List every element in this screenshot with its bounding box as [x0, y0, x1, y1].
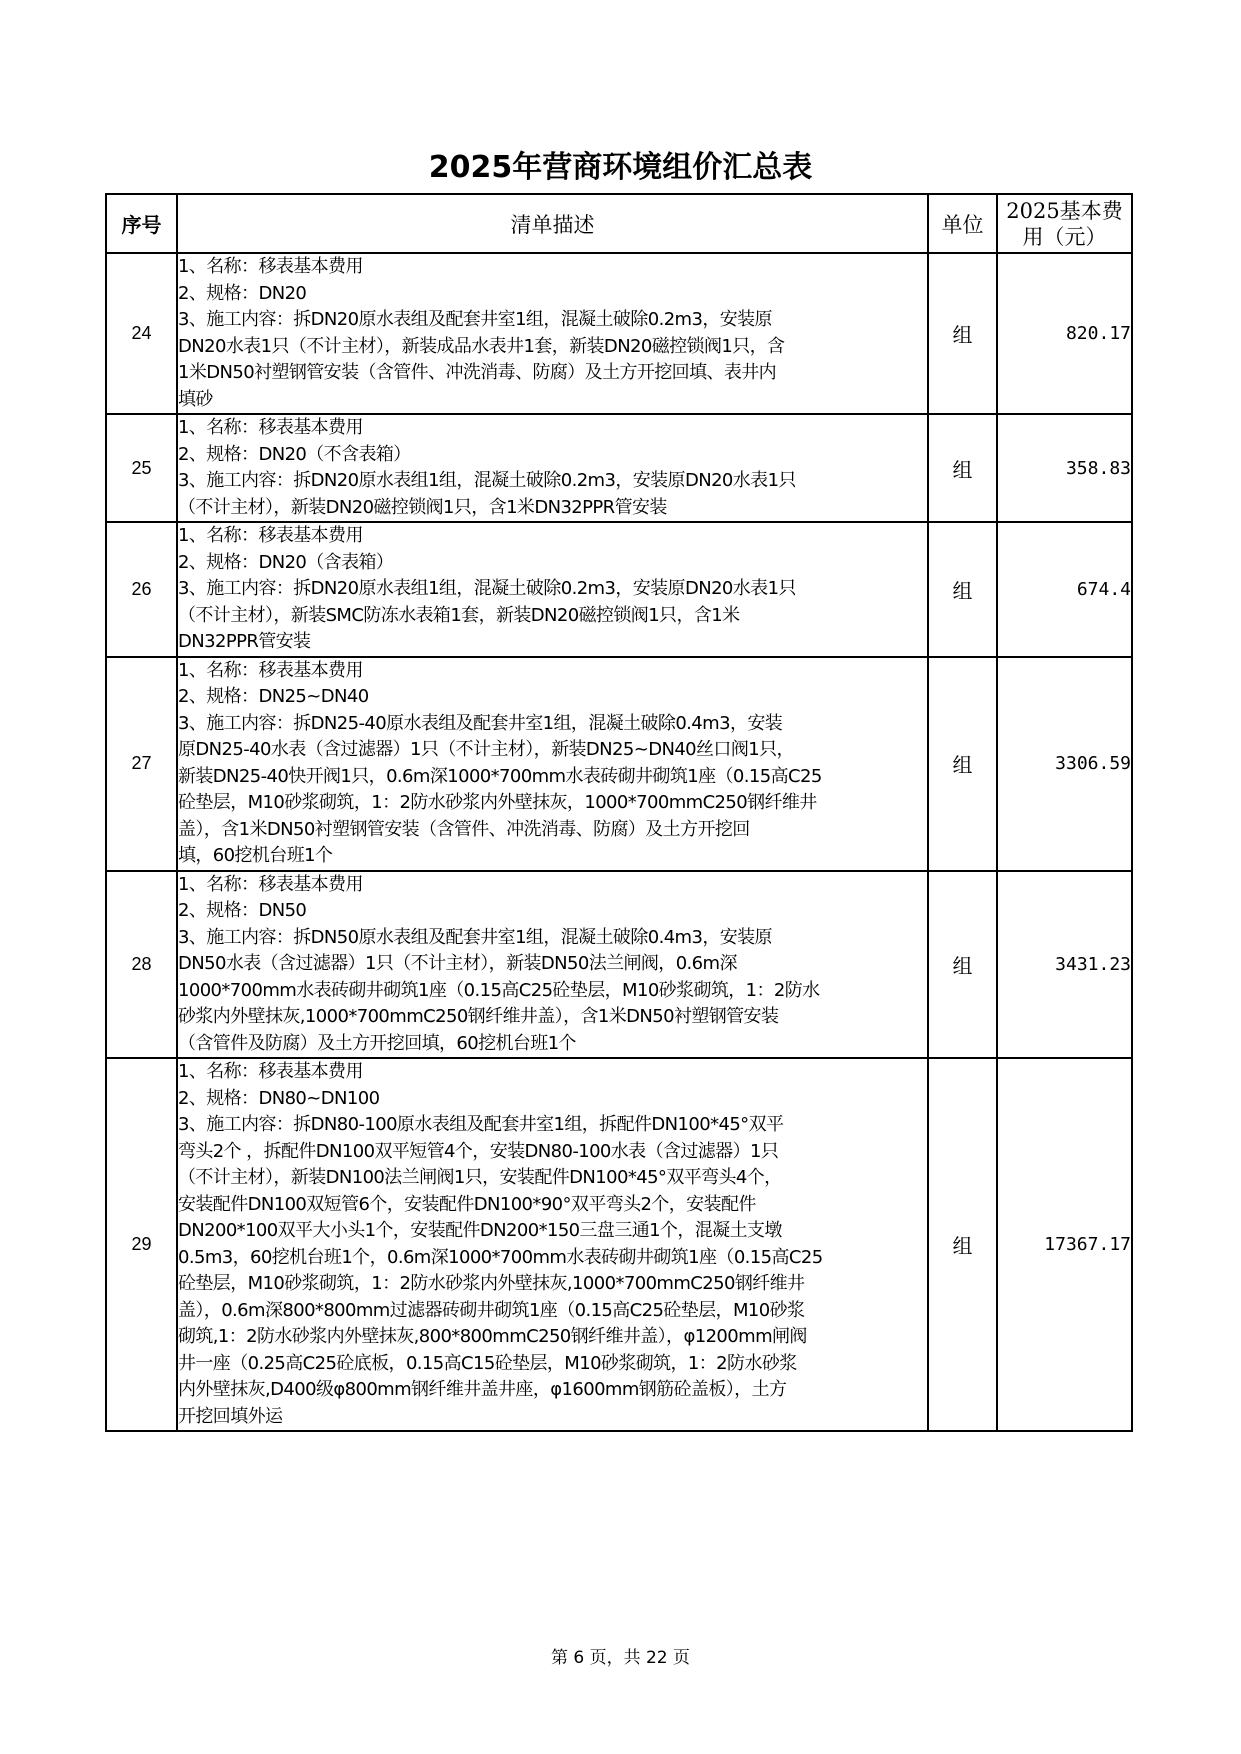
- description-line: 3、施工内容：拆DN20原水表组1组，混凝土破除0.2m3，安装原DN20水表1只: [178, 470, 796, 491]
- row-cost: 820.17: [997, 253, 1132, 414]
- row-description: [177, 871, 928, 1059]
- description-line: 3、施工内容：拆DN80-100原水表组及配套井室1组，拆配件DN100*45°双平: [178, 1114, 784, 1135]
- row-number: 26: [106, 522, 177, 657]
- row-unit: 组: [928, 657, 997, 871]
- page-title: 2025年营商环境组价汇总表: [428, 150, 813, 185]
- description-line: （不计主材），新装DN20磁控锁阀1只，含1米DN32PPR管安装: [178, 496, 667, 518]
- description-line: 3、施工内容：拆DN20原水表组及配套井室1组，混凝土破除0.2m3，安装原: [178, 309, 772, 330]
- description-line: 填砂: [178, 388, 213, 410]
- description-line: 1、名称：移表基本费用: [178, 525, 363, 546]
- description-line: DN20水表1只（不计主材），新装成品水表井1套，新装DN20磁控锁阀1只，含: [178, 335, 785, 357]
- description-line: DN32PPR管安装: [178, 631, 311, 652]
- description-line: 3、施工内容：拆DN25-40原水表组及配套井室1组，混凝土破除0.4m3，安装: [178, 712, 783, 734]
- description-line: 1、名称：移表基本费用: [178, 1061, 363, 1082]
- description-line: 1、名称：移表基本费用: [178, 256, 363, 277]
- table-row: [106, 1058, 1132, 1431]
- row-number: 29: [106, 1058, 177, 1431]
- description-line: 2、规格：DN20: [178, 282, 307, 304]
- description-line: 原DN25-40水表（含过滤器）1只（不计主材），新装DN25~DN40丝口阀1只，: [178, 739, 794, 760]
- header-cost-line1: 2025基本费: [1006, 198, 1123, 223]
- table-row: [106, 522, 1132, 657]
- description-line: 填，60挖机台班1个: [178, 845, 333, 866]
- description-line: 1000*700mm水表砖砌井砌筑1座（0.15高C25砼垫层，M10砂浆砌筑，1：2防水: [178, 979, 820, 1001]
- row-cost: 674.4: [997, 522, 1132, 657]
- table-row: [106, 871, 1132, 1059]
- description-line: 砂浆内外壁抹灰,1000*700mmC250钢纤维井盖），含1米DN50衬塑钢管安装: [178, 1006, 779, 1027]
- row-unit: 组: [928, 1058, 997, 1431]
- summary-table: [105, 193, 1133, 1432]
- description-line: 砼垫层，M10砂浆砌筑，1：2防水砂浆内外壁抹灰,1000*700mmC250钢纤维井: [178, 1273, 805, 1294]
- row-unit: 组: [928, 522, 997, 657]
- row-cost: 3306.59: [997, 657, 1132, 871]
- row-unit: 组: [928, 871, 997, 1059]
- description-line: 2、规格：DN50: [178, 900, 307, 921]
- row-unit: 组: [928, 253, 997, 414]
- row-number: 24: [106, 253, 177, 414]
- description-line: 0.5m3，60挖机台班1个，0.6m深1000*700mm水表砖砌井砌筑1座（0.15高C25: [178, 1246, 823, 1268]
- description-line: 2、规格：DN20（含表箱）: [178, 551, 394, 573]
- description-line: 3、施工内容：拆DN20原水表组1组，混凝土破除0.2m3，安装原DN20水表1只: [178, 578, 796, 599]
- table-row: [106, 657, 1132, 871]
- description-line: 2、规格：DN20（不含表箱）: [178, 443, 411, 465]
- description-line: （不计主材），新装SMC防冻水表箱1套，新装DN20磁控锁阀1只，含1米: [178, 604, 740, 626]
- row-description: [177, 657, 928, 871]
- description-line: （不计主材），新装DN100法兰闸阀1只，安装配件DN100*45°双平弯头4个，: [178, 1167, 782, 1188]
- row-number: 27: [106, 657, 177, 871]
- description-line: DN200*100双平大小头1个，安装配件DN200*150三盘三通1个，混凝土支墩: [178, 1220, 782, 1241]
- description-line: 盖），含1米DN50衬塑钢管安装（含管件、冲洗消毒、防腐）及土方开挖回: [178, 818, 750, 840]
- description-line: 开挖回填外运: [178, 1405, 283, 1427]
- row-number: 28: [106, 871, 177, 1059]
- description-line: 盖），0.6m深800*800mm过滤器砖砌井砌筑1座（0.15高C25砼垫层，M10砂浆: [178, 1299, 805, 1321]
- row-description: [177, 522, 928, 657]
- row-description: [177, 414, 928, 522]
- description-line: 2、规格：DN80~DN100: [178, 1087, 380, 1109]
- description-line: 安装配件DN100双短管6个，安装配件DN100*90°双平弯头2个，安装配件: [178, 1193, 756, 1215]
- header-desc: 清单描述: [177, 194, 928, 253]
- description-line: 1米DN50衬塑钢管安装（含管件、冲洗消毒、防腐）及土方开挖回填、表井内: [178, 362, 777, 383]
- table-row: [106, 253, 1132, 414]
- page-footer: 第 6 页，共 22 页: [550, 1648, 691, 1668]
- row-description: [177, 253, 928, 414]
- description-line: DN50水表（含过滤器）1只（不计主材），新装DN50法兰闸阀，0.6m深: [178, 953, 737, 974]
- row-description: [177, 1058, 928, 1431]
- header-row: [106, 194, 1132, 253]
- row-cost: 17367.17: [997, 1058, 1132, 1431]
- description-line: 新装DN25-40快开阀1只，0.6m深1000*700mm水表砖砌井砌筑1座（0.15高C25: [178, 765, 822, 787]
- description-line: 1、名称：移表基本费用: [178, 873, 363, 895]
- description-line: 砼垫层，M10砂浆砌筑，1：2防水砂浆内外壁抹灰，1000*700mmC250钢纤维井: [178, 792, 817, 813]
- description-line: 砌筑,1：2防水砂浆内外壁抹灰,800*800mmC250钢纤维井盖），φ1200mm闸阀: [178, 1326, 807, 1347]
- header-cost: [997, 194, 1132, 253]
- header-unit: 单位: [928, 194, 997, 253]
- description-line: （含管件及防腐）及土方开挖回填，60挖机台班1个: [178, 1032, 576, 1054]
- row-cost: 358.83: [997, 414, 1132, 522]
- description-line: 3、施工内容：拆DN50原水表组及配套井室1组，混凝土破除0.4m3，安装原: [178, 926, 772, 948]
- row-cost: 3431.23: [997, 871, 1132, 1059]
- description-line: 弯头2个 ，拆配件DN100双平短管4个，安装DN80-100水表（含过滤器）1只: [178, 1140, 779, 1162]
- header-cost-line2: 用（元）: [1022, 224, 1107, 249]
- row-unit: 组: [928, 414, 997, 522]
- header-no: 序号: [106, 194, 177, 253]
- row-number: 25: [106, 414, 177, 522]
- description-line: 2、规格：DN25~DN40: [178, 686, 369, 707]
- description-line: 井一座（0.25高C25砼底板，0.15高C15砼垫层，M10砂浆砌筑，1：2防水砂浆: [178, 1352, 797, 1374]
- description-line: 内外壁抹灰,D400级φ800mm钢纤维井盖井座，φ1600mm钢筋砼盖板），土方: [178, 1379, 787, 1400]
- description-line: 1、名称：移表基本费用: [178, 417, 363, 438]
- description-line: 1、名称：移表基本费用: [178, 659, 363, 681]
- table-row: [106, 414, 1132, 522]
